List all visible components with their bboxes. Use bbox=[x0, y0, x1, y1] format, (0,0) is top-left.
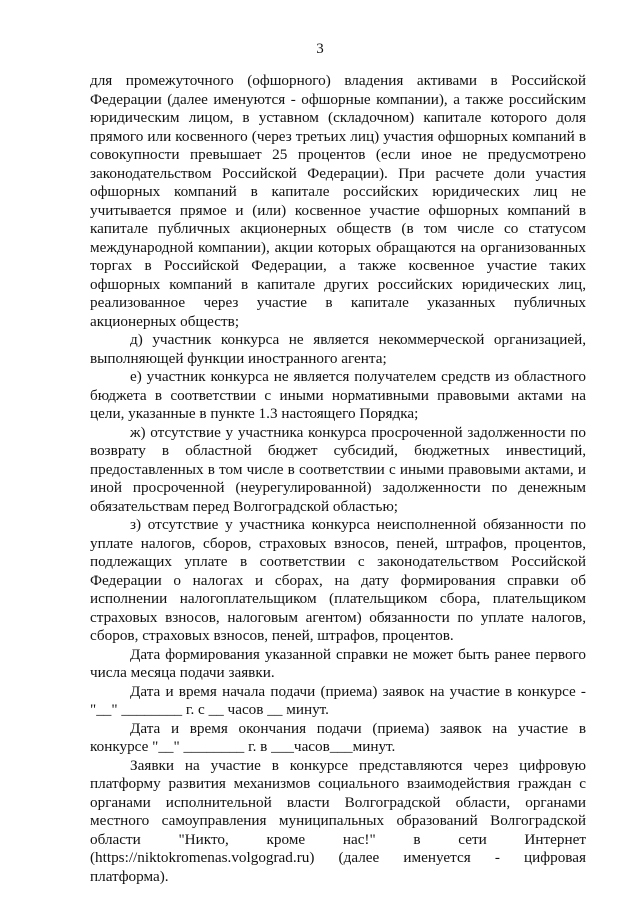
paragraph-item-e: е) участник конкурса не является получателем средств из областного бюджета в соответствии с иными нормативными правовыми актами на цели, указанные в пункте 1.3 настоящего Порядка; bbox=[90, 368, 586, 422]
document-body bbox=[90, 72, 586, 886]
paragraph-item-d: д) участник конкурса не является некоммерческой организацией, выполняющей функции иностранного агента; bbox=[90, 331, 586, 367]
paragraph-offshore-companies: для промежуточного (офшорного) владения активами в Российской Федерации (далее именуются - офшорные компании), а также российским юридическим лицом, в уставном (складочном) капитале которого доля прямого или косвенного (через третьих лиц) участия офшорных компаний в совокупности превышает 25 процентов (если иное не предусмотрено законодательством Российской Федерации). При расчете доли участия офшорных компаний в капитале российских юридических лиц не учитывается прямое и (или) косвенное участие офшорных компаний в капитале публичных акционерных обществ (в том числе со статусом международной компании), акции которых обращаются на организованных торгах в Российской Федерации, а также косвенное участие таких офшорных компаний в капитале других российских юридических лиц, реализованное через участие в капитале указанных публичных акционерных обществ; bbox=[90, 72, 586, 330]
paragraph-item-zh: ж) отсутствие у участника конкурса просроченной задолженности по возврату в областной бюджет субсидий, бюджетных инвестиций, предоставленных в том числе в соответствии с иными правовыми актами, и иной просроченной (неурегулированной) задолженности по денежным обязательствам перед Волгоградской областью; bbox=[90, 423, 586, 515]
page-number: 3 bbox=[316, 41, 324, 57]
paragraph-digital-platform: Заявки на участие в конкурсе представляются через цифровую платформу развития механизмов социального взаимодействия граждан с органами исполнительной власти Волгоградской области, органами местного самоуправления муниципальных образований Волгоградской области "Никто, кроме нас!" в сети Интернет (https://niktokromenas.volgograd.ru) (далее именуется - цифровая платформа). bbox=[90, 756, 586, 885]
paragraph-certificate-date: Дата формирования указанной справки не может быть ранее первого числа месяца подачи заявки. bbox=[90, 645, 586, 681]
paragraph-item-z: з) отсутствие у участника конкурса неисполненной обязанности по уплате налогов, сборов, страховых взносов, пеней, штрафов, процентов, подлежащих уплате в соответствии с законодательством Российской Федерации о налогах и сборах, на дату формирования справки об исполнении налогоплательщиком (плательщиком сбора, плательщиком страховых взносов, налоговым агентом) обязанности по уплате налогов, сборов, страховых взносов, пеней, штрафов, процентов. bbox=[90, 516, 586, 644]
paragraph-application-start: Дата и время начала подачи (приема) заявок на участие в конкурсе - "__" ________ г. с __ часов __ минут. bbox=[90, 682, 586, 718]
paragraph-application-end: Дата и время окончания подачи (приема) заявок на участие в конкурсе "__" ________ г. в ___часов___минут. bbox=[90, 719, 586, 755]
